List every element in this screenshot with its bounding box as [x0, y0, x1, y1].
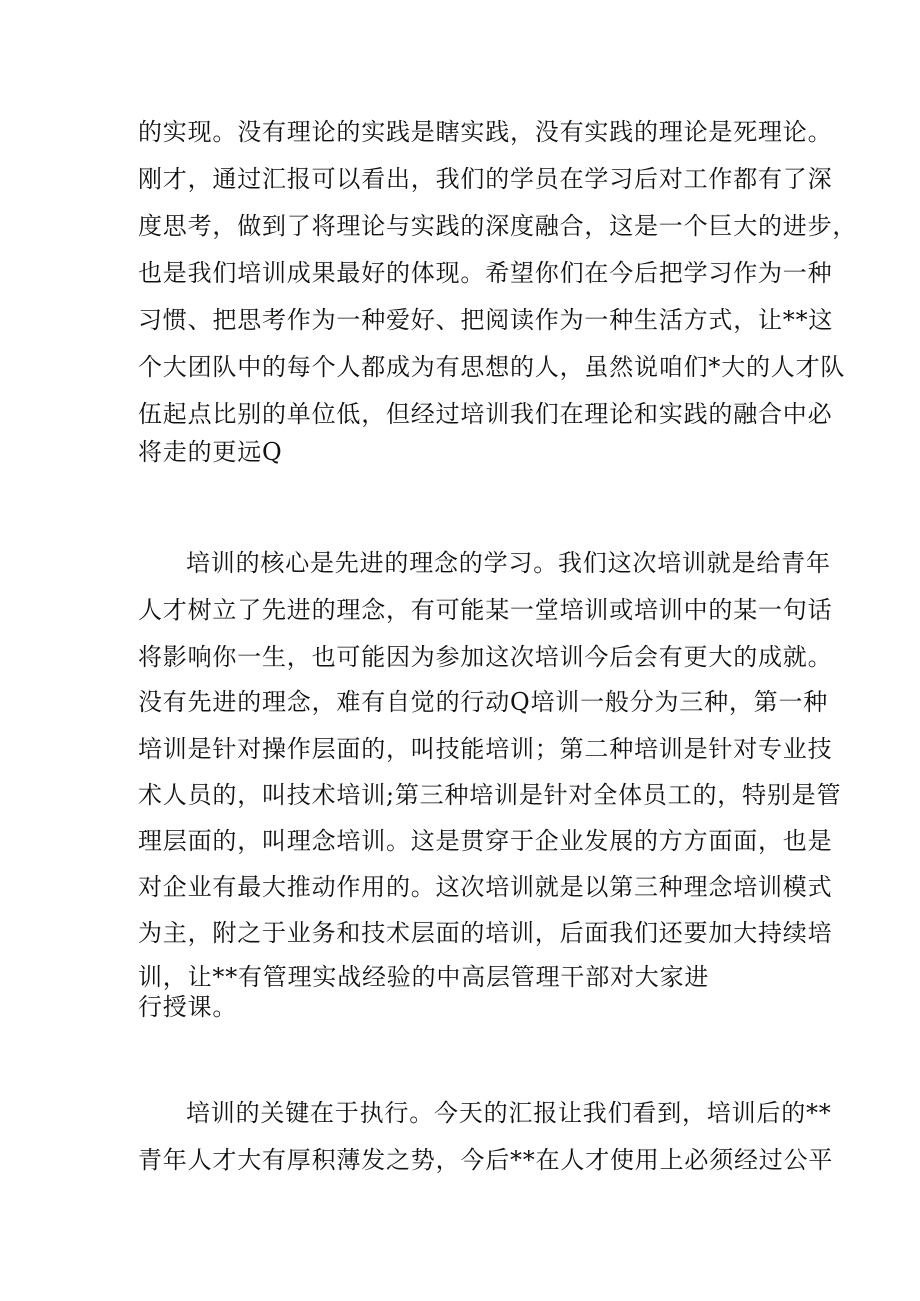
text-line: 青年人才大有厚积薄发之势，今后**在人才使用上必须经过公平	[138, 1146, 834, 1174]
text-line: 训，让**有管理实战经验的中高层管理干部对大家进	[138, 963, 710, 991]
text-line: 术人员的，叫技术培训;第三种培训是针对全体员工的，特别是管	[138, 781, 842, 809]
text-line: 将走的更远Q	[138, 438, 283, 466]
text-line: 对企业有最大推动作用的。这次培训就是以第三种理念培训模式	[138, 873, 833, 901]
text-line: 培训的关键在于执行。今天的汇报让我们看到，培训后的**	[186, 1099, 832, 1127]
text-line: 行授课。	[138, 993, 238, 1021]
text-line: 培训是针对操作层面的，叫技能培训；第二种培训是针对专业技	[138, 735, 833, 763]
text-line: 将影响你一生，也可能因为参加这次培训今后会有更大的成就。	[138, 643, 833, 671]
text-line: 个大团队中的每个人都成为有思想的人，虽然说咱们*大的人才队	[138, 353, 846, 381]
text-line: 刚才，通过汇报可以看出，我们的学员在学习后对工作都有了深	[138, 165, 833, 193]
text-line: 伍起点比别的单位低，但经过培训我们在理论和实践的融合中必	[138, 400, 833, 428]
text-line: 人才树立了先进的理念，有可能某一堂培训或培训中的某一句话	[138, 596, 833, 624]
text-line: 度思考，做到了将理论与实践的深度融合，这是一个巨大的进步，	[138, 212, 858, 240]
text-line: 也是我们培训成果最好的体现。希望你们在今后把学习作为一种	[138, 259, 833, 287]
text-line: 理层面的，叫理念培训。这是贯穿于企业发展的方方面面，也是	[138, 827, 833, 855]
text-line: 培训的核心是先进的理念的学习。我们这次培训就是给青年	[186, 549, 831, 577]
text-line: 为主，附之于业务和技术层面的培训，后面我们还要加大持续培	[138, 919, 833, 947]
text-line: 习惯、把思考作为一种爱好、把阅读作为一种生活方式，让**这	[138, 306, 834, 334]
text-line: 没有先进的理念，难有自觉的行动Q培训一般分为三种，第一种	[138, 688, 829, 716]
text-line: 的实现。没有理论的实践是瞎实践，没有实践的理论是死理论。	[138, 118, 833, 146]
